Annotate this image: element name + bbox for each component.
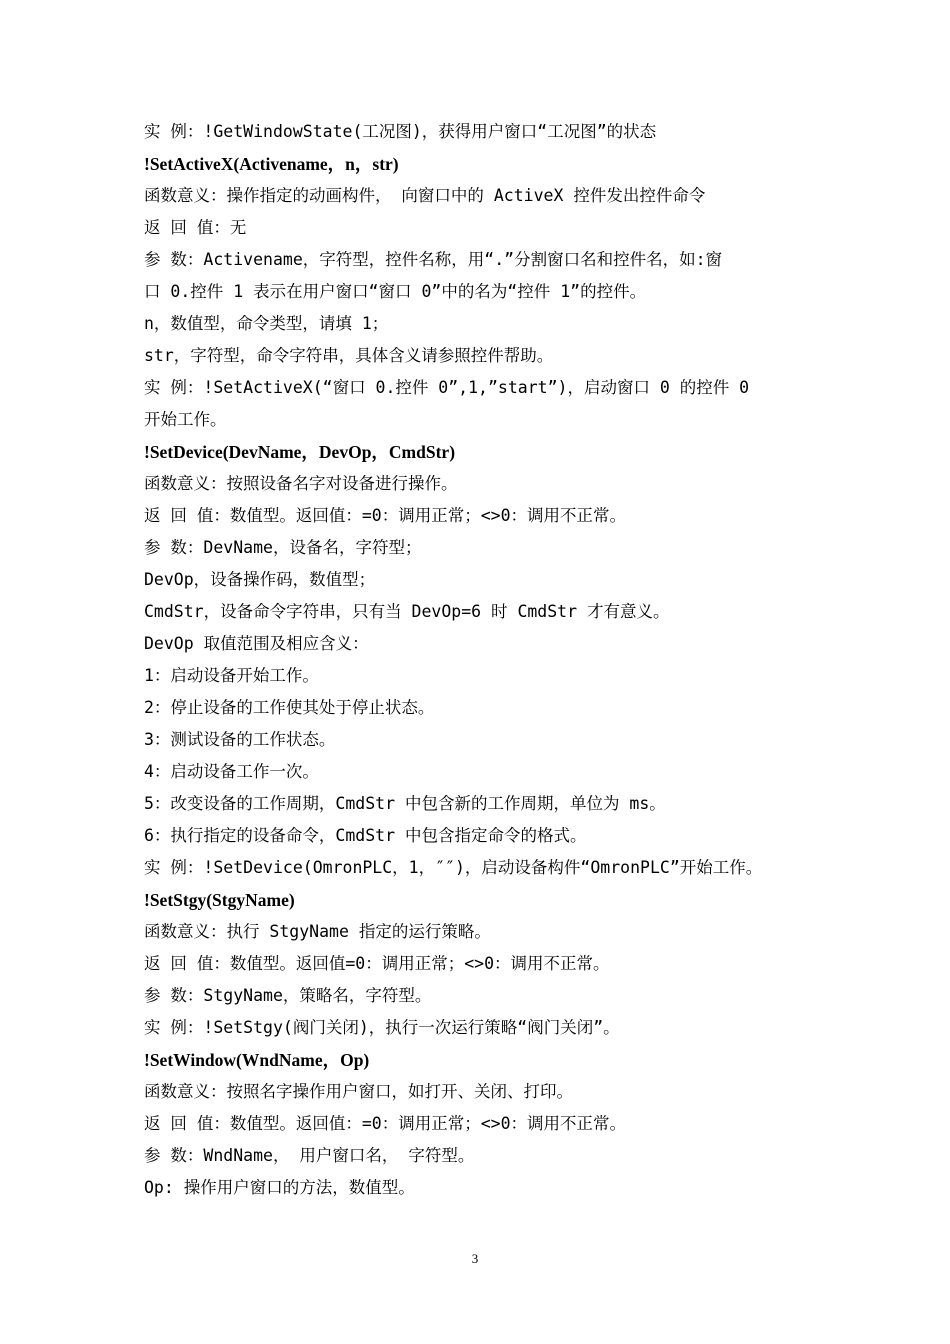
- text-line: 函数意义：操作指定的动画构件， 向窗口中的 ActiveX 控件发出控件命令: [144, 186, 706, 205]
- text-line: 开始工作。: [144, 410, 227, 429]
- text-line: 1：启动设备开始工作。: [144, 666, 319, 685]
- text-line: str，字符型，命令字符串，具体含义请参照控件帮助。: [144, 346, 554, 365]
- text-line: n，数值型，命令类型，请填 1；: [144, 314, 389, 333]
- text-line: 实 例：!SetStgy(阀门关闭)，执行一次运行策略“阀门关闭”。: [144, 1018, 620, 1037]
- text-line: 返 回 值：无: [144, 218, 247, 237]
- text-line: 6：执行指定的设备命令，CmdStr 中包含指定命令的格式。: [144, 826, 587, 845]
- text-line: DevOp 取值范围及相应含义：: [144, 634, 369, 653]
- text-line: 参 数：DevName，设备名，字符型；: [144, 538, 422, 557]
- text-line: CmdStr，设备命令字符串，只有当 DevOp=6 时 CmdStr 才有意义。: [144, 602, 670, 621]
- text-line: 返 回 值：数值型。返回值=0：调用正常；<>0：调用不正常。: [144, 954, 610, 973]
- text-line: 函数意义：执行 StgyName 指定的运行策略。: [144, 922, 491, 941]
- text-line: 返 回 值：数值型。返回值：=0：调用正常；<>0：调用不正常。: [144, 506, 627, 525]
- text-line: 实 例：!SetActiveX(“窗口 0.控件 0”,1,”start”)，启动窗口 0 的控件 0: [144, 378, 750, 397]
- function-heading: !SetActiveX(Activename，n，str): [144, 154, 399, 174]
- text-line: 函数意义：按照名字操作用户窗口，如打开、关闭、打印。: [144, 1082, 573, 1101]
- page-number: 3: [471, 1251, 479, 1266]
- text-line: 参 数：WndName， 用户窗口名， 字符型。: [144, 1146, 475, 1165]
- text-line: DevOp，设备操作码，数值型；: [144, 570, 376, 589]
- text-line: 参 数：StgyName，策略名，字符型。: [144, 986, 432, 1005]
- text-line: 返 回 值：数值型。返回值：=0：调用正常；<>0：调用不正常。: [144, 1114, 627, 1133]
- text-line: 5：改变设备的工作周期，CmdStr 中包含新的工作周期，单位为 ms。: [144, 794, 666, 813]
- text-line: 实 例：!SetDevice(OmronPLC，1，″″)，启动设备构件“OmronPLC”开始工作。: [144, 858, 763, 877]
- text-line: 函数意义：按照设备名字对设备进行操作。: [144, 474, 458, 493]
- function-heading: !SetStgy(StgyName): [144, 890, 295, 910]
- text-line: 4：启动设备工作一次。: [144, 762, 319, 781]
- text-line: 实 例：!GetWindowState(工况图)，获得用户窗口“工况图”的状态: [144, 122, 657, 141]
- text-line: 参 数：Activename，字符型，控件名称，用“.”分割窗口名和控件名，如:窗: [144, 250, 723, 269]
- document-body: [144, 116, 816, 1204]
- text-line: 3：测试设备的工作状态。: [144, 730, 336, 749]
- function-heading: !SetWindow(WndName，Op): [144, 1050, 370, 1070]
- text-line: 口 0.控件 1 表示在用户窗口“窗口 0”中的名为“控件 1”的控件。: [144, 282, 647, 301]
- text-line: Op: 操作用户窗口的方法，数值型。: [144, 1178, 415, 1197]
- function-heading: !SetDevice(DevName，DevOp，CmdStr): [144, 442, 456, 462]
- text-line: 2：停止设备的工作使其处于停止状态。: [144, 698, 435, 717]
